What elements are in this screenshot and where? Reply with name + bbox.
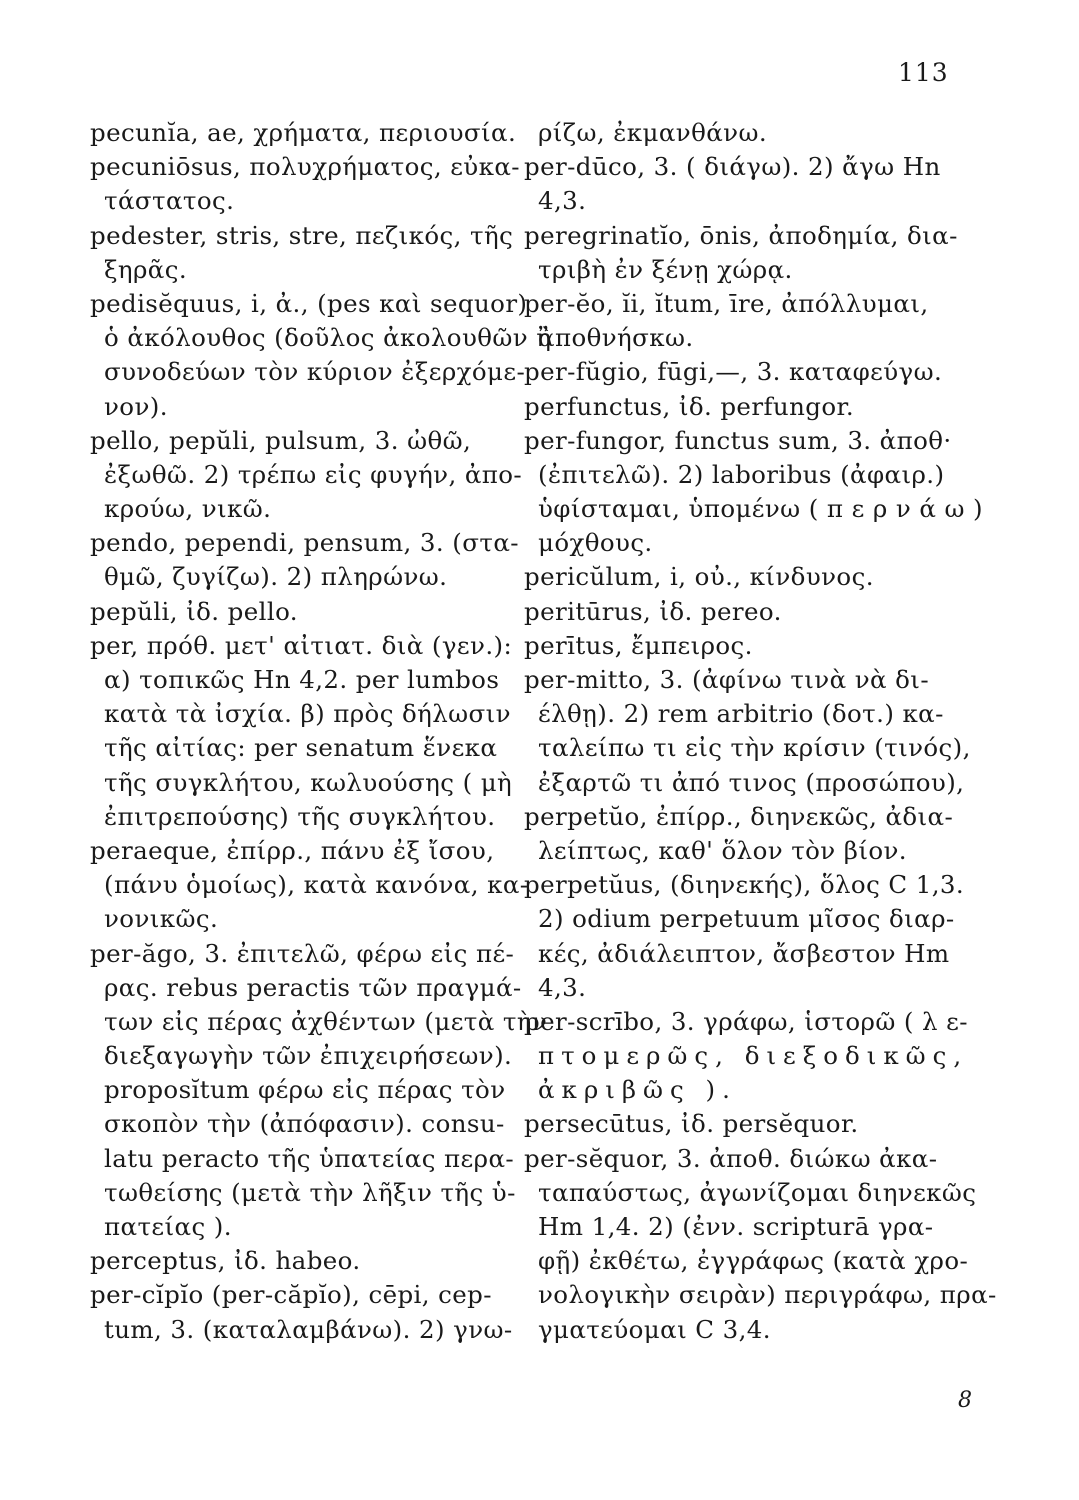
dictionary-line: ὑφίσταμαι, ὑπομένω ( π ε ρ ν ά ω ) (538, 494, 983, 524)
dictionary-line: ξηρᾶς. (104, 254, 188, 284)
dictionary-line: νον). (104, 391, 168, 421)
dictionary-line: νονικῶς. (104, 904, 219, 934)
dictionary-line: διεξαγωγὴν τῶν ἐπιχειρήσεων). (104, 1041, 513, 1071)
dictionary-line: per-fungor, functus sum, 3. ἀποθ· (524, 425, 952, 455)
dictionary-line: ἐξωθῶ. 2) τρέπω εἰς φυγήν, ἀπο- (104, 459, 523, 489)
dictionary-line: τωθείσης (μετὰ τὴν λῆξιν τῆς ὑ- (104, 1177, 516, 1207)
dictionary-line: τάστατος. (104, 186, 235, 216)
dictionary-line: 4,3. (538, 972, 587, 1002)
dictionary-line: per-fŭgio, fūgi,—, 3. καταφεύγω. (524, 357, 943, 387)
dictionary-line: peritūrus, ἰδ. pereo. (524, 596, 782, 626)
dictionary-line: per-scrībo, 3. γράφω, ἱστορῶ ( λ ε- (524, 1006, 968, 1036)
dictionary-line: peregrinatĭo, ōnis, ἀποδημία, δια- (524, 220, 958, 250)
dictionary-line: per-ĕo, ĭi, ĭtum, īre, ἀπόλλυμαι, (524, 288, 929, 318)
dictionary-line: τριβὴ ἐν ξένῃ χώρᾳ. (538, 254, 793, 284)
dictionary-line: perfunctus, ἰδ. perfungor. (524, 391, 855, 421)
dictionary-line: pello, pepŭli, pulsum, 3. ὠθῶ, (90, 425, 472, 455)
dictionary-line: proposĭtum φέρω εἰς πέρας τὸν (104, 1075, 506, 1105)
dictionary-line: perceptus, ἰδ. habeo. (90, 1246, 361, 1276)
dictionary-line: per-dūco, 3. ( διάγω). 2) ἄγω Hn (524, 152, 941, 182)
dictionary-line: per-ăgo, 3. ἐπιτελῶ, φέρω εἰς πέ- (90, 938, 515, 968)
dictionary-line: ρας. rebus peractis τῶν πραγμά- (104, 972, 522, 1002)
dictionary-line: κές, ἀδιάλειπτον, ἄσβεστον Hm (538, 938, 950, 968)
dictionary-line: pendo, pependi, pensum, 3. (στα- (90, 528, 519, 558)
dictionary-line: φῇ) ἐκθέτω, ἐγγράφως (κατὰ χρο- (538, 1246, 969, 1276)
dictionary-line: ἐξαρτῶ τι ἀπό τινος (προσώπου), (538, 767, 965, 797)
dictionary-line: συνοδεύων τὸν κύριον ἐξερχόμε- (104, 357, 526, 387)
dictionary-line: (πάνυ ὁμοίως), κατὰ κανόνα, κα- (104, 870, 529, 900)
page-number: 113 (898, 58, 949, 87)
dictionary-line: per-sĕquor, 3. ἀποθ. διώκω ἀκα- (524, 1143, 938, 1173)
dictionary-line: κρούω, νικῶ. (104, 494, 272, 524)
dictionary-line: ταπαύστως, ἀγωνίζομαι διηνεκῶς (538, 1177, 977, 1207)
dictionary-line: perpetŭus, (διηνεκής), ὅλος C 1,3. (524, 870, 965, 900)
dictionary-line: pepŭli, ἰδ. pello. (90, 596, 298, 626)
dictionary-line: per-cĭpĭo (per-căpĭo), cēpi, cep- (90, 1280, 492, 1310)
right-column (524, 116, 997, 1347)
dictionary-line: σκοπὸν τὴν (ἀπόφασιν). consu- (104, 1109, 505, 1139)
dictionary-line: γματεύομαι C 3,4. (538, 1314, 771, 1344)
dictionary-line: perpetŭo, ἐπίρρ., διηνεκῶς, ἀδια- (524, 801, 954, 831)
dictionary-line: νολογικὴν σειρὰν) περιγράφω, πρα- (538, 1280, 997, 1310)
dictionary-line: per, πρόθ. μετ' αἰτιατ. διὰ (γεν.): (90, 630, 513, 660)
dictionary-line: (ἐπιτελῶ). 2) laboribus (ἀφαιρ.) (538, 459, 945, 489)
dictionary-line: έλθῃ). 2) rem arbitrio (δοτ.) κα- (538, 699, 944, 729)
dictionary-line: persecūtus, ἰδ. persĕquor. (524, 1109, 859, 1139)
dictionary-line: perītus, ἔμπειρος. (524, 630, 753, 660)
left-column (90, 116, 552, 1347)
dictionary-line: κατὰ τὰ ἰσχία. β) πρὸς δήλωσιν (104, 699, 511, 729)
dictionary-line: pedisĕquus, i, ἀ., (pes καὶ sequor) (90, 288, 528, 318)
dictionary-line: ἐπιτρεπούσης) τῆς συγκλήτου. (104, 801, 496, 831)
dictionary-line: πτομερῶς, διεξοδικῶς, (538, 1041, 969, 1071)
dictionary-line: peraeque, ἐπίρρ., πάνυ ἐξ ἴσου, (90, 835, 495, 865)
dictionary-line: μόχθους. (538, 528, 653, 558)
dictionary-line: τῆς συγκλήτου, κωλυούσης ( μὴ (104, 767, 513, 797)
dictionary-line: ἀκριβῶς ). (538, 1075, 737, 1105)
dictionary-line: ὁ ἀκόλουθος (δοῦλος ἀκολουθῶν ἢ (104, 323, 552, 353)
dictionary-line: λείπτως, καθ' ὅλον τὸν βίον. (538, 835, 907, 865)
dictionary-line: Hm 1,4. 2) (ἐνν. scripturā γρα- (538, 1212, 934, 1241)
dictionary-line: per-mitto, 3. (ἀφίνω τινὰ νὰ δι- (524, 665, 929, 694)
dictionary-line: pericŭlum, i, οὐ., κίνδυνος. (524, 562, 874, 592)
dictionary-line: tum, 3. (καταλαμβάνω). 2) γνω- (104, 1314, 513, 1344)
dictionary-line: ταλείπω τι εἰς τὴν κρίσιν (τινός), (538, 733, 971, 763)
dictionary-line: ρίζω, ἐκμανθάνω. (538, 118, 768, 147)
dictionary-line: pecunĭa, ae, χρήματα, περιουσία. (90, 118, 517, 147)
dictionary-line: ἀποθνήσκω. (538, 323, 694, 353)
dictionary-line: pedester, stris, stre, πεζικός, τῆς (90, 220, 514, 250)
dictionary-line: 4,3. (538, 186, 587, 216)
dictionary-line: latu peracto τῆς ὑπατείας περα- (104, 1143, 515, 1173)
dictionary-line: θμῶ, ζυγίζω). 2) πληρώνω. (104, 562, 448, 592)
dictionary-line: τῆς αἰτίας: per senatum ἕνεκα (104, 733, 498, 763)
signature-mark: 8 (958, 1388, 972, 1413)
dictionary-line: α) τοπικῶς Hn 4,2. per lumbos (104, 665, 500, 694)
dictionary-line: πατείας ). (104, 1212, 232, 1241)
dictionary-line: των εἰς πέρας ἀχθέντων (μετὰ τὴν (104, 1006, 548, 1036)
dictionary-line: 2) odium perpetuum μῖσος διαρ- (538, 904, 955, 934)
dictionary-line: pecuniōsus, πολυχρήματος, εὐκα- (90, 152, 520, 182)
